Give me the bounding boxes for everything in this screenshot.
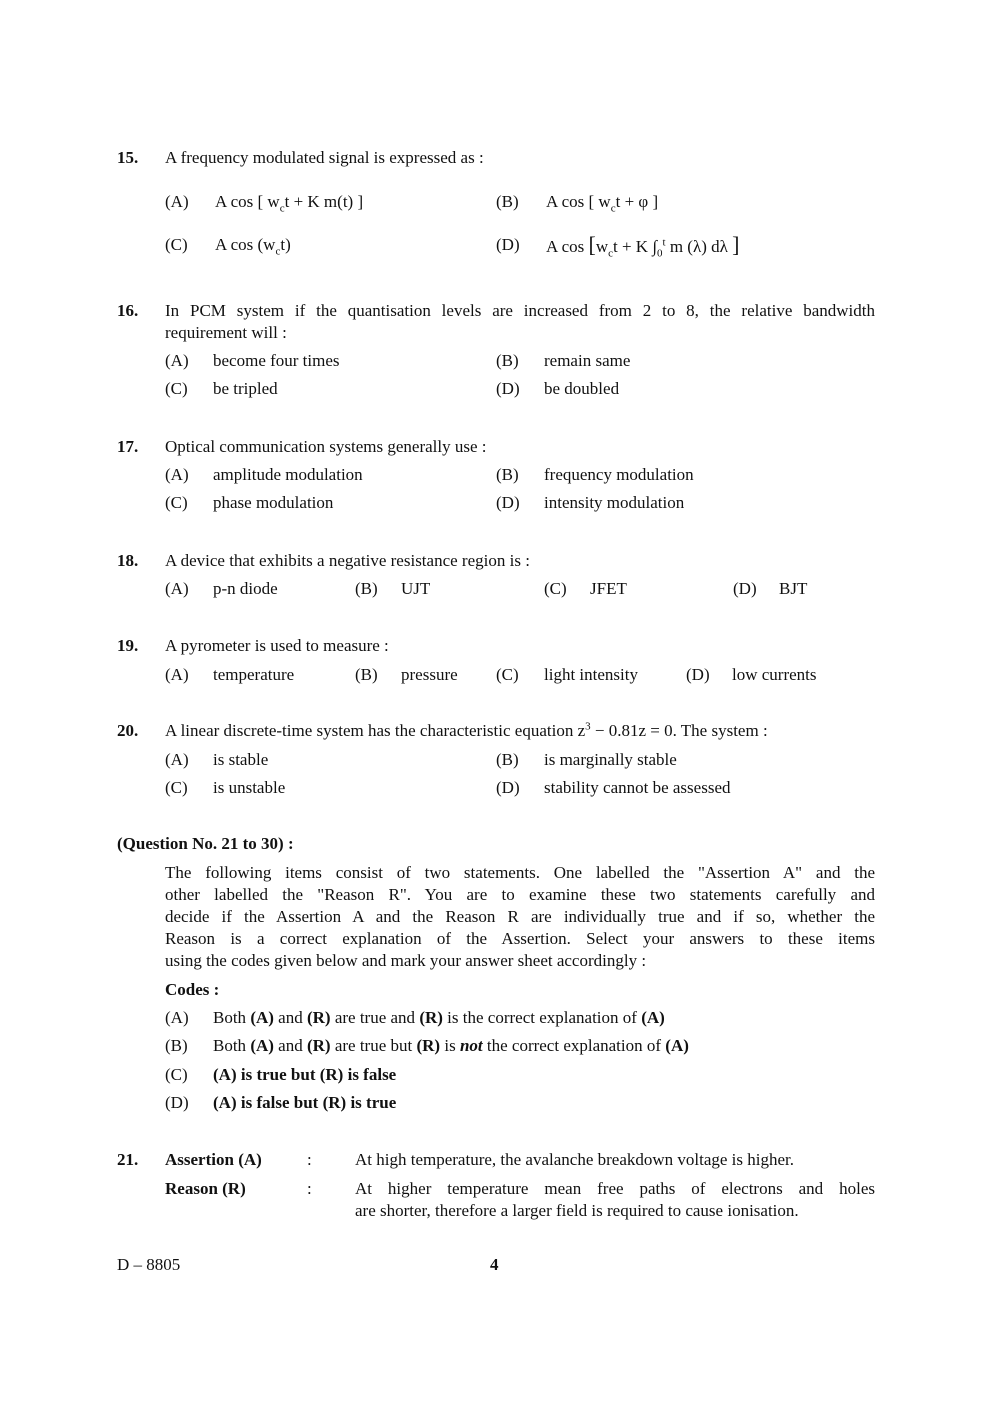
option-label: (B) [355,579,378,598]
question-text: A linear discrete-time system has the characteristic equation $z^3 - 0.81z = 0$. The system : [165,720,768,740]
option-label: (B) [496,351,519,370]
option-text: A cos [ $w_ct + \varphi$ ] [546,192,659,215]
assertion-text: At high temperature, the avalanche breakdown voltage is higher. [355,1150,795,1169]
option-label: (D) [496,235,520,254]
question-text: In PCM system if the quantisation levels are increased from 2 to 8, the relative bandwidth [165,301,875,320]
code-label: (D) [165,1093,189,1112]
question-text: A frequency modulated signal is expressed as : [165,148,484,167]
option-label: (A) [165,465,189,484]
instruction-line: decide if the Assertion A and the Reason R are individually true and if so, whether the [165,907,875,926]
option-text: UJT [401,579,431,598]
option-label: (D) [733,579,757,598]
question-number: 19. [117,636,139,655]
option-label: (D) [496,493,520,512]
option-label: (C) [544,579,567,598]
code-text: Both (A) and (R) are true but (R) is not the correct explanation of (A) [213,1036,689,1055]
question-text: A device that exhibits a negative resistance region is : [165,551,530,570]
option-text: p-n diode [213,579,278,598]
option-label: (B) [496,192,519,211]
question-number: 20. [117,721,139,740]
option-label: (A) [165,351,189,370]
page-number: 4 [490,1255,499,1274]
colon: : [307,1150,312,1169]
option-text: is unstable [213,778,286,797]
option-label: (D) [496,778,520,797]
paper-code: D – 8805 [117,1255,181,1274]
code-text: Both (A) and (R) are true and (R) is the correct explanation of (A) [213,1008,665,1027]
question-number: 18. [117,551,139,570]
option-label: (A) [165,665,189,684]
option-text: low currents [732,665,817,684]
question-text: requirement will : [165,323,287,342]
code-label: (C) [165,1065,188,1084]
question-number: 16. [117,301,139,320]
option-text: be doubled [544,379,620,398]
instruction-line: using the codes given below and mark your answer sheet accordingly : [165,951,647,970]
option-text: pressure [401,665,458,684]
assertion-label: Assertion (A) [165,1150,262,1169]
option-label: (D) [686,665,710,684]
reason-text: At higher temperature mean free paths of electrons and holes [355,1179,875,1198]
option-label: (C) [165,235,188,254]
option-text: intensity modulation [544,493,685,512]
option-text: stability cannot be assessed [544,778,731,797]
question-number: 17. [117,437,139,456]
codes-label: Codes : [165,980,220,999]
code-label: (B) [165,1036,188,1055]
option-text: temperature [213,665,295,684]
option-label: (A) [165,192,189,211]
option-label: (C) [165,379,188,398]
option-text: A cos [ $w_ct + K$ m(t) ] [215,192,364,215]
option-label: (A) [165,750,189,769]
question-number: 21. [117,1150,139,1169]
option-text: be tripled [213,379,278,398]
question-number: 15. [117,148,139,167]
section-heading: (Question No. 21 to 30) : [117,834,294,853]
option-text: phase modulation [213,493,334,512]
option-label: (B) [355,665,378,684]
instruction-line: The following items consist of two statements. One labelled the "Assertion A" and the [165,863,875,882]
question-text: A pyrometer is used to measure : [165,636,389,655]
option-text: JFET [590,579,627,598]
code-text: (A) is false but (R) is true [213,1093,397,1112]
option-text: is marginally stable [544,750,677,769]
option-text: frequency modulation [544,465,694,484]
colon: : [307,1179,312,1198]
option-text: light intensity [544,665,638,684]
reason-label: Reason (R) [165,1179,246,1198]
instruction-line: Reason is a correct explanation of the Assertion. Select your answers to these items [165,929,875,948]
option-text: remain same [544,351,631,370]
option-text: is stable [213,750,269,769]
option-label: (C) [165,493,188,512]
option-text: BJT [779,579,808,598]
reason-text: are shorter, therefore a larger field is required to cause ionisation. [355,1201,799,1220]
instruction-line: other labelled the "Reason R". You are to examine these two statements carefully and [165,885,875,904]
option-label: (C) [165,778,188,797]
option-label: (C) [496,665,519,684]
option-text: amplitude modulation [213,465,363,484]
option-text: A $\cos [w_ct + K$ $\int_0^t$ m (λ) dλ ] [546,232,740,260]
code-text: (A) is true but (R) is false [213,1065,397,1084]
question-text: Optical communication systems generally use : [165,437,487,456]
option-label: (D) [496,379,520,398]
option-label: (B) [496,465,519,484]
option-label: (A) [165,579,189,598]
option-text: A $\cos (w_ct)$ [215,235,291,258]
code-label: (A) [165,1008,189,1027]
option-label: (B) [496,750,519,769]
option-text: become four times [213,351,340,370]
